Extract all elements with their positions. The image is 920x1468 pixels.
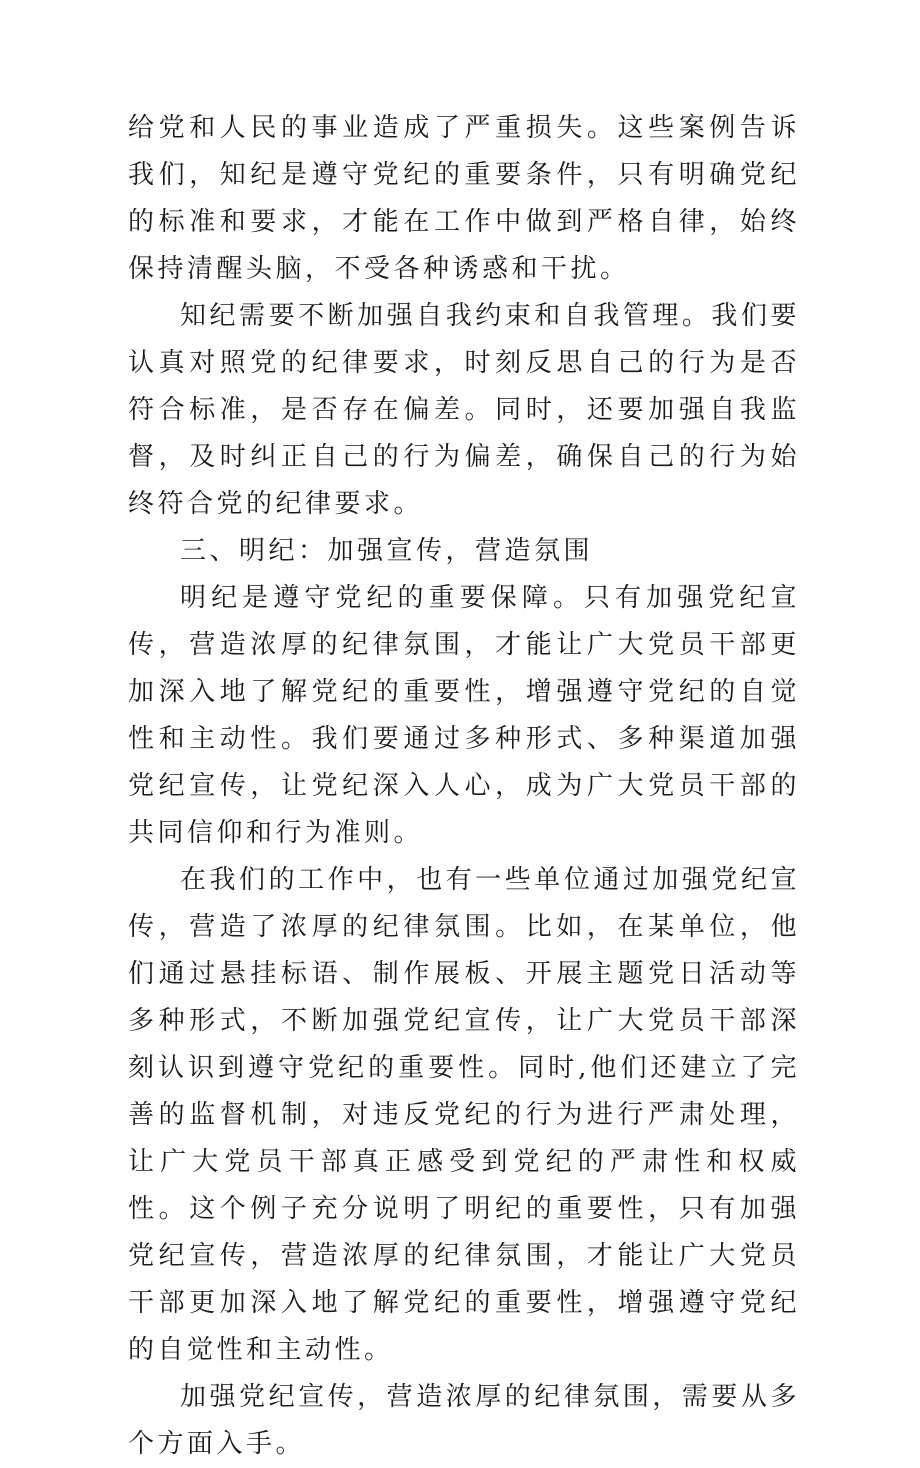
- document-body: [128, 105, 800, 1468]
- paragraph-example: 在我们的工作中，也有一些单位通过加强党纪宣传，营造了浓厚的纪律氛围。比如，在某单位，他们通过悬挂标语、制作展板、开展主题党日活动等多种形式，不断加强党纪宣传，让广大党员干部深刻认识到遵守党纪的重要性。同时,他们还建立了完善的监督机制，对违反党纪的行为进行严肃处理，让广大党员干部真正感受到党纪的严肃性和权威性。这个例子充分说明了明纪的重要性，只有加强党纪宣传，营造浓厚的纪律氛围，才能让广大党员干部更加深入地了解党纪的重要性，增强遵守党纪的自觉性和主动性。: [128, 865, 800, 1365]
- paragraph-publicity: 明纪是遵守党纪的重要保障。只有加强党纪宣传，营造浓厚的纪律氛围，才能让广大党员干部更加深入地了解党纪的重要性，增强遵守党纪的自觉性和主动性。我们要通过多种形式、多种渠道加强党纪宣传，让党纪深入人心，成为广大党员干部的共同信仰和行为准则。: [128, 583, 800, 848]
- paragraph-self-discipline: 知纪需要不断加强自我约束和自我管理。我们要认真对照党的纪律要求，时刻反思自己的行为是否符合标准，是否存在偏差。同时，还要加强自我监督，及时纠正自己的行为偏差，确保自己的行为始终符合党的纪律要求。: [128, 301, 800, 519]
- paragraph-continuation: 给党和人民的事业造成了严重损失。这些案例告诉我们，知纪是遵守党纪的重要条件，只有明确党纪的标准和要求，才能在工作中做到严格自律，始终保持清醒头脑，不受各种诱惑和干扰。: [128, 113, 800, 284]
- paragraph-closing: 加强党纪宣传，营造浓厚的纪律氛围，需要从多个方面入手。: [128, 1382, 800, 1459]
- section-heading: 三、明纪：加强宣传，营造氛围: [180, 536, 594, 566]
